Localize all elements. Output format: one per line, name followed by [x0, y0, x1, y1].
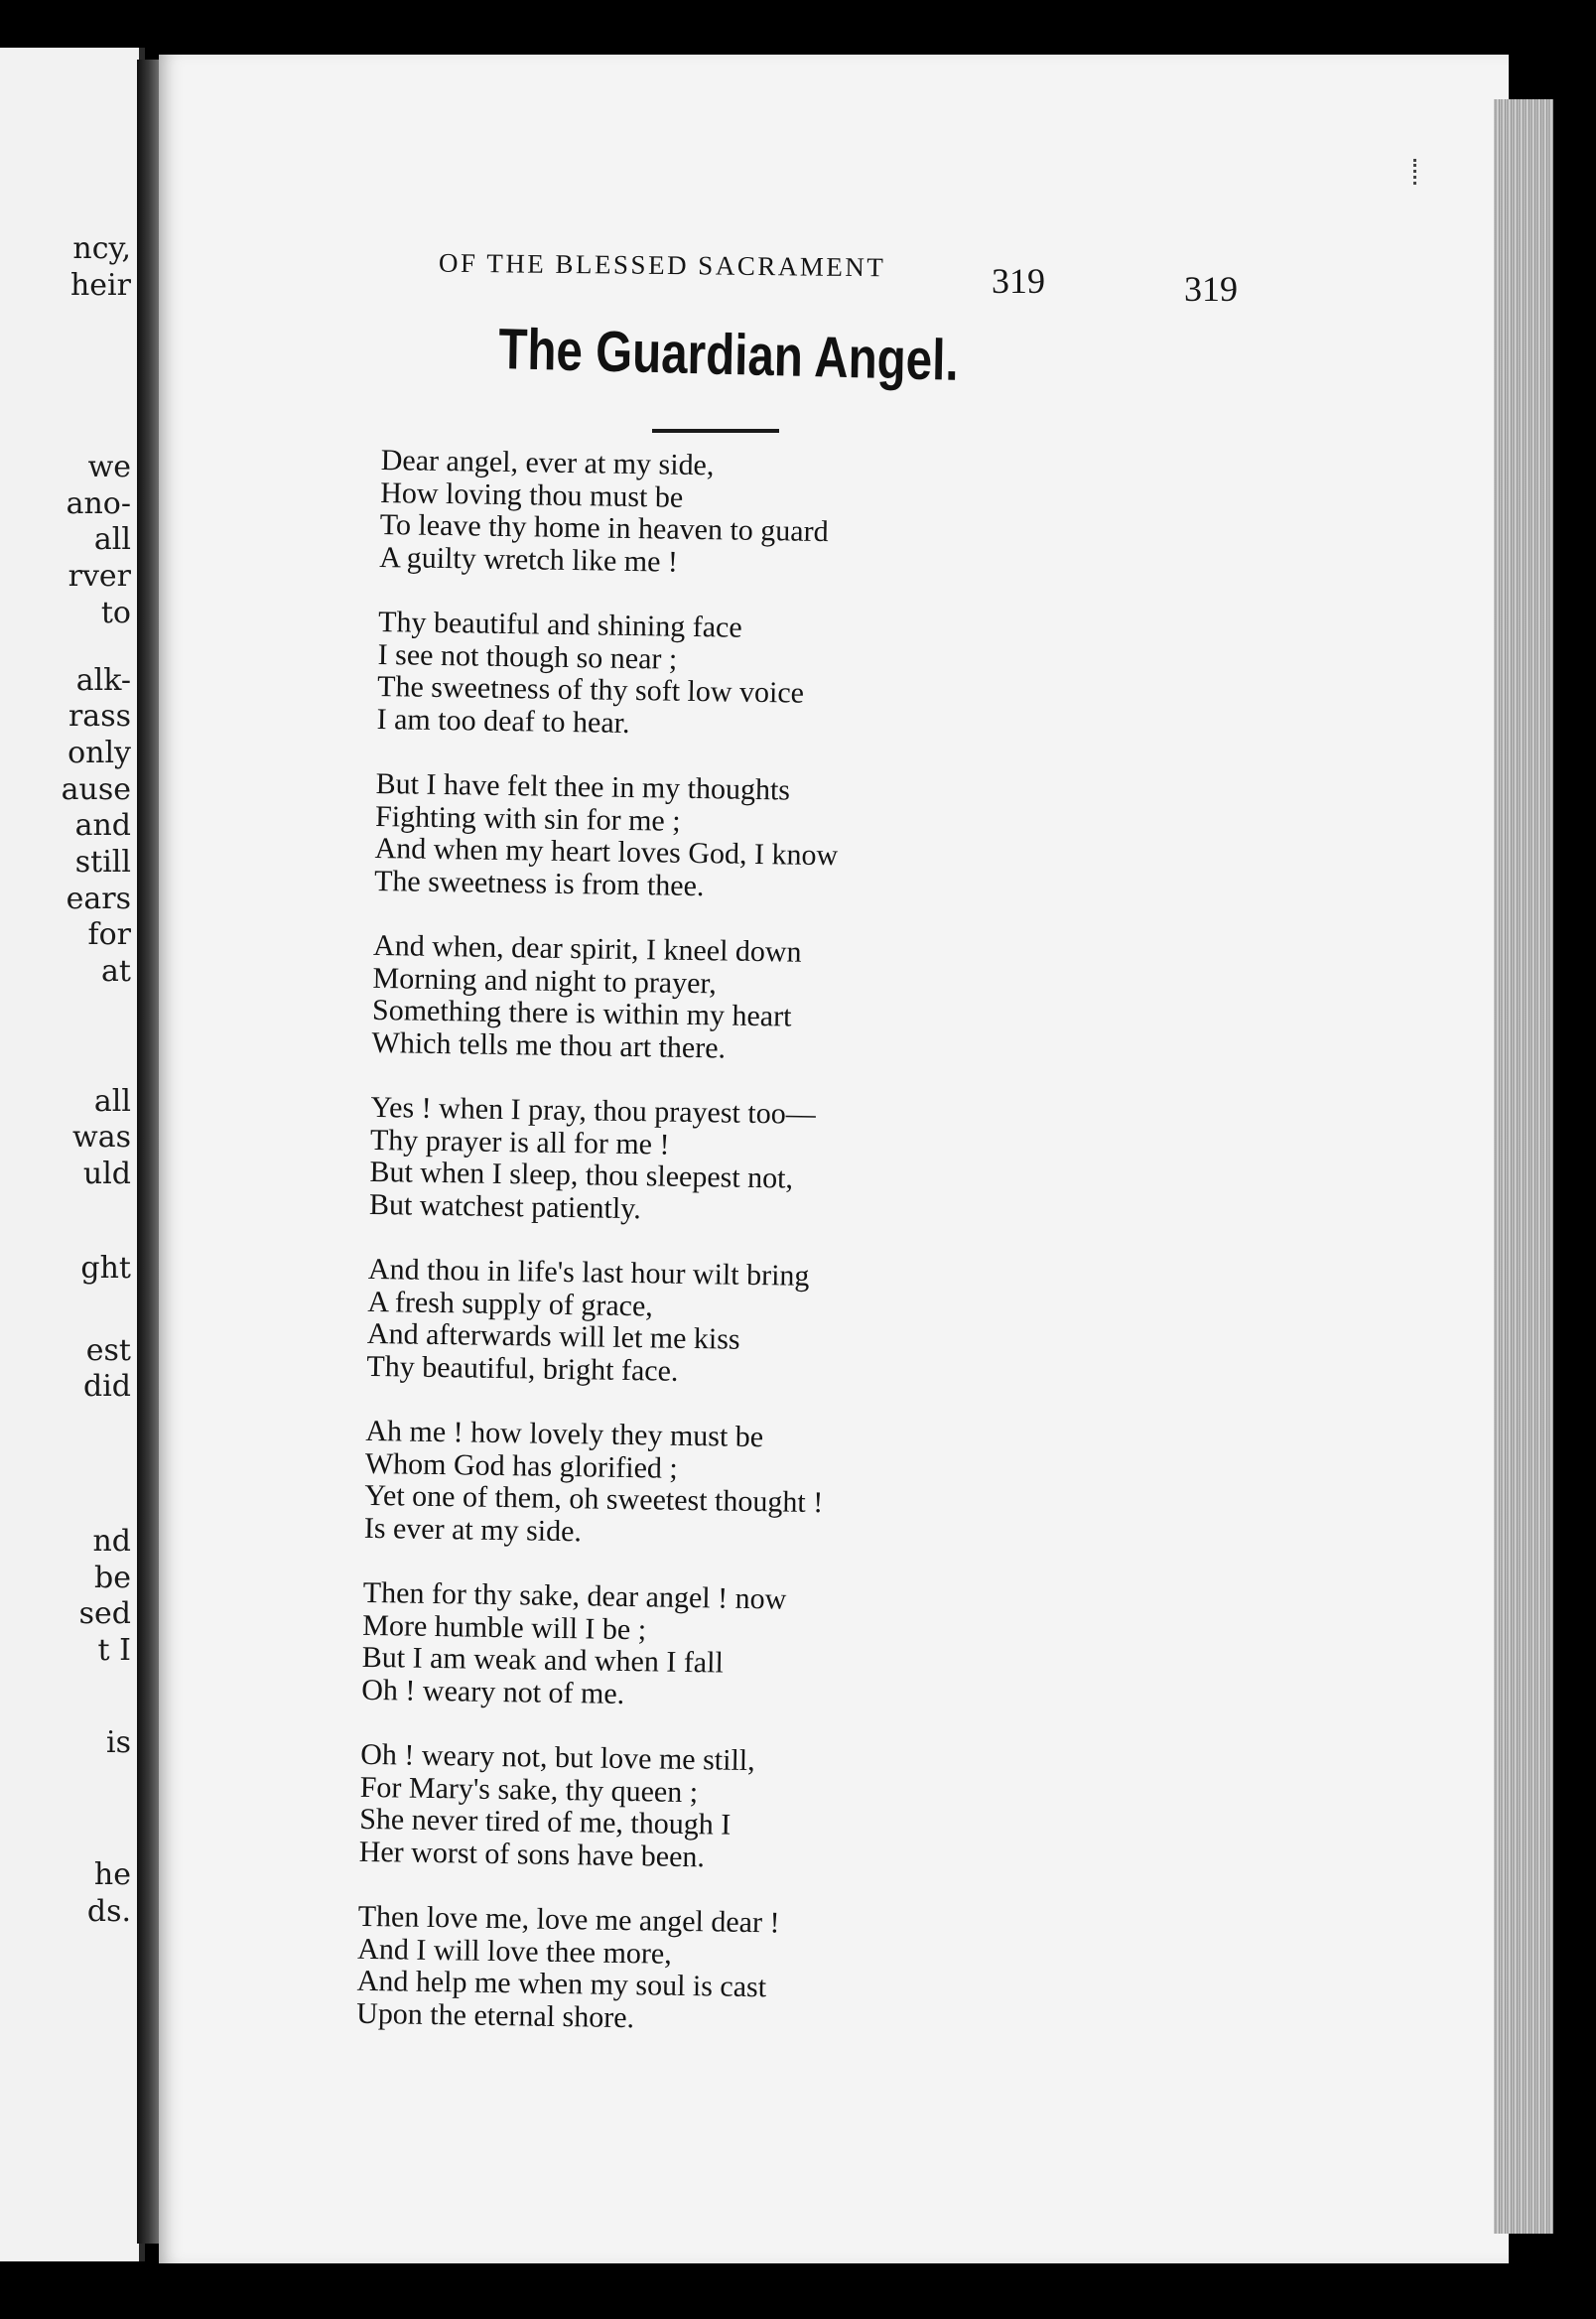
facing-page-fragment: for [87, 917, 131, 952]
poem-line: How loving thou must be [379, 476, 684, 514]
poem-line: And when, dear spirit, I kneel down [372, 928, 802, 969]
facing-page-fragment: still [74, 845, 131, 880]
poem-stanza [369, 1092, 1006, 1231]
facing-page-fragment: ght [80, 1251, 131, 1286]
poem-line: Upon the eternal shore. [355, 1996, 635, 2034]
poem-line: And help me when my soul is cast [356, 1964, 767, 2004]
poem-line: And afterwards will let me kiss [366, 1316, 740, 1356]
facing-page-fragment: ears [66, 882, 131, 916]
poem-line: Oh ! weary not of me. [361, 1673, 625, 1710]
poem-line: Then love me, love me angel dear ! [357, 1899, 780, 1940]
poem-stanza [361, 1577, 998, 1716]
facing-page-fragment: heir [69, 268, 131, 303]
facing-page-fragment: he [93, 1857, 131, 1892]
poem-line: Thy prayer is all for me ! [369, 1123, 670, 1161]
poem-line: Is ever at my side. [363, 1511, 583, 1548]
outer-page-number: 319 [1184, 269, 1238, 309]
poem-stanza [366, 1254, 1003, 1393]
poem-stanza [364, 1416, 1001, 1555]
poem-line: Thy beautiful, bright face. [366, 1349, 679, 1388]
facing-page-fragment: alk- [75, 663, 131, 698]
facing-page-left [0, 48, 145, 2261]
poem-line: But I am weak and when I fall [361, 1640, 725, 1680]
facing-page-fragment: we [87, 450, 131, 484]
poem-stanza [374, 768, 1011, 907]
facing-page-fragment: only [67, 736, 131, 770]
poem-line: Yes ! when I pray, thou prayest too— [370, 1090, 817, 1131]
facing-page-fragment: ncy, [72, 231, 131, 266]
facing-page-fragment: all [93, 1084, 131, 1119]
poem-line: Her worst of sons have been. [358, 1835, 706, 1873]
facing-page-fragment: to [100, 596, 131, 630]
facing-page-fragment: and [74, 808, 131, 843]
poem-line: A fresh supply of grace, [367, 1285, 654, 1322]
facing-page-fragment: ause [61, 772, 131, 807]
facing-page-fragment: did [82, 1369, 131, 1404]
facing-page-fragment: sed [78, 1596, 131, 1631]
scan-specks [1413, 159, 1420, 185]
facing-page-fragment: rver [67, 559, 131, 594]
running-head: OF THE BLESSED SACRAMENT [438, 247, 886, 283]
facing-page-fragment: ds. [86, 1894, 131, 1929]
poem-line: Whom God has glorified ; [364, 1446, 679, 1485]
poem-title: The Guardian Angel. [497, 316, 960, 393]
poem-line: But when I sleep, thou sleepest not, [369, 1155, 794, 1195]
poem-line: Oh ! weary not, but love me still, [360, 1737, 755, 1778]
poem-stanza [356, 1901, 994, 2040]
poem-stanza [376, 607, 1013, 746]
poem-line: I see not though so near ; [377, 637, 678, 676]
facing-page-fragment: is [106, 1725, 131, 1760]
poem-line: The sweetness is from thee. [373, 864, 705, 902]
facing-page-fragment: was [72, 1120, 131, 1155]
page-edges [1494, 99, 1553, 2234]
poem-line: Something there is within my heart [371, 993, 792, 1033]
poem-line: Dear angel, ever at my side, [380, 444, 715, 482]
poem-line: And I will love thee more, [356, 1932, 673, 1971]
facing-page-fragment: rass [67, 699, 131, 734]
facing-page-fragment: uld [82, 1157, 131, 1191]
poem-stanza [379, 445, 1016, 584]
poem-line: Which tells me thou art there. [371, 1025, 727, 1065]
poem-line: And when my heart loves God, I know [374, 831, 839, 873]
facing-page-fragment: est [85, 1333, 131, 1368]
facing-page-fragment: ano- [66, 486, 131, 521]
poem-body [355, 445, 1016, 2073]
poem-line: Morning and night to prayer, [372, 961, 718, 1000]
title-rule [652, 429, 779, 433]
poem-line: The sweetness of thy soft low voice [376, 669, 805, 710]
poem-line: Ah me ! how lovely they must be [365, 1414, 764, 1454]
facing-page-fragment: be [94, 1561, 131, 1595]
poem-line: Fighting with sin for me ; [374, 799, 681, 838]
facing-page-fragment: at [101, 954, 131, 989]
facing-page-fragment: all [93, 522, 131, 557]
poem-line: For Mary's sake, thy queen ; [359, 1770, 699, 1809]
poem-line: To leave thy home in heaven to guard [379, 507, 829, 549]
facing-page-fragment: t I [97, 1633, 131, 1668]
poem-line: Yet one of them, oh sweetest thought ! [364, 1478, 824, 1520]
poem-line: And thou in life's last hour wilt bring [367, 1252, 810, 1293]
poem-stanza [358, 1739, 996, 1878]
poem-line: But I have felt thee in my thoughts [375, 766, 791, 807]
poem-stanza [371, 930, 1008, 1069]
facing-page-fragment: nd [92, 1524, 131, 1559]
page-number: 319 [992, 261, 1045, 301]
poem-line: A guilty wretch like me ! [378, 540, 679, 579]
poem-line: Thy beautiful and shining face [377, 605, 742, 644]
poem-line: More humble will I be ; [362, 1608, 647, 1646]
poem-line: I am too deaf to hear. [376, 702, 630, 740]
poem-line: Then for thy sake, dear angel ! now [362, 1575, 787, 1616]
poem-line: But watchest patiently. [368, 1187, 642, 1225]
poem-line: She never tired of me, though I [358, 1802, 732, 1842]
